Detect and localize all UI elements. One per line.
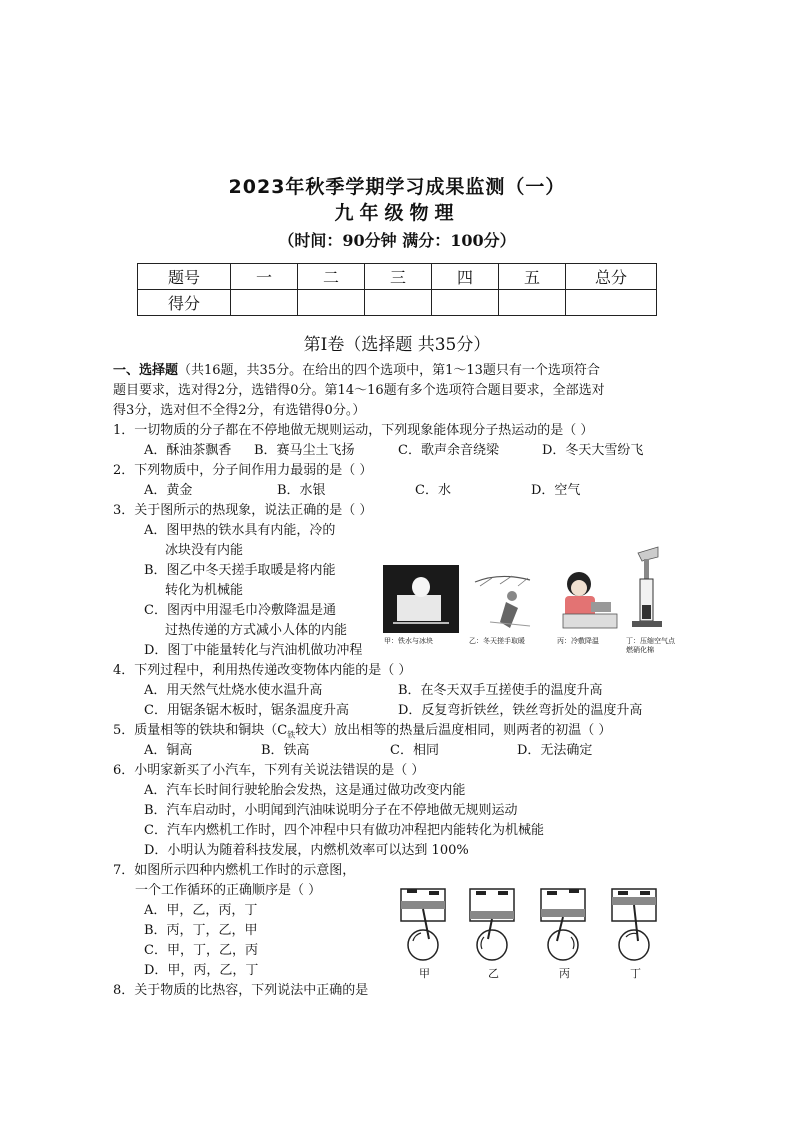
score-cell: 四 [432,264,499,290]
q6-option-a: A．汽车长时间行驶轮胎会发热，这是通过做功改变内能 [144,783,466,798]
engine-stroke-diagram-bing [537,885,589,963]
q7-option-c: C．甲，丁，乙，丙 [144,943,258,958]
score-input-cell [566,290,657,316]
q3-option-c-cont: 过热传递的方式减小人体的内能 [165,623,348,638]
q2-option-a: A．黄金 [144,483,193,498]
q5-option-b: B．铁高 [261,743,310,758]
score-cell: 总分 [566,264,657,290]
engine-caption-yi: 乙 [488,967,499,980]
q3-option-a: A．图甲热的铁水具有内能，冷的 [144,523,336,538]
q4-option-a: A．用天然气灶烧水使水温升高 [144,683,323,698]
subject-title: 九年级物理 [334,202,460,224]
score-cell: 题号 [138,264,231,290]
q7-option-d: D．甲，丙，乙，丁 [144,963,259,978]
score-input-cell [365,290,432,316]
score-cell: 二 [298,264,365,290]
q5-stem-pre: 5．质量相等的铁块和铜块（C [113,723,288,738]
q5-stem-subscript: 铁 [287,730,296,740]
score-input-cell [298,290,365,316]
engine-stroke-diagram-ding [608,885,660,963]
q1-stem: 1．一切物质的分子都在不停地做无规则运动，下列现象能体现分子热运动的是（ ） [113,423,594,438]
score-input-cell [432,290,499,316]
figure-caption-jia: 甲：铁水与冰块 [384,637,433,645]
engine-caption-jia: 甲 [419,967,430,980]
q3-option-a-cont: 冰块没有内能 [165,543,244,558]
exam-title: 2023年秋季学期学习成果监测（一） [228,176,566,198]
q5-stem-post: 较大）放出相等的热量后温度相同，则两者的初温（ ） [295,723,612,738]
score-table-score-row [138,290,657,316]
molten-iron-ice-photo [383,565,459,633]
intro-line-3: 得3分，选对但不全得2分，有选错得0分。） [113,403,366,418]
intro-text: （共16题，共35分。在给出的四个选项中，第1～13题只有一个选项符合 [178,363,600,378]
score-input-cell [499,290,566,316]
q7-option-b: B．丙，丁，乙，甲 [144,923,258,938]
q7-stem: 7．如图所示四种内燃机工作时的示意图， [113,863,356,878]
q7-option-a: A．甲，乙，丙，丁 [144,903,258,918]
q1-option-d: D．冬天大雪纷飞 [542,443,644,458]
exam-time-info: （时间：90分钟 满分：100分） [278,231,516,250]
figure-caption-bing: 丙：冷敷降温 [557,637,599,645]
air-compression-igniter-figure [624,545,670,635]
q1-option-a: A．酥油茶飘香 [144,443,232,458]
q4-option-c: C．用锯条锯木板时，锯条温度升高 [144,703,349,718]
score-table [137,263,657,316]
figure-caption-ding-cont: 燃硝化棉 [626,646,654,654]
score-input-cell [231,290,298,316]
intro-heading: 一、选择题 [113,363,179,378]
score-table-header-row [138,264,657,290]
intro-line-1 [113,361,600,381]
q3-option-d: D．图丁中能量转化与汽油机做功冲程 [144,643,363,658]
q3-option-c: C．图丙中用湿毛巾冷敷降温是通 [144,603,336,618]
q4-option-d: D．反复弯折铁丝，铁丝弯折处的温度升高 [398,703,643,718]
engine-stroke-diagram-yi [466,885,518,963]
q2-option-c: C．水 [415,483,451,498]
engine-stroke-diagram-jia [397,885,449,963]
figure-caption-yi: 乙：冬天搓手取暖 [469,637,525,645]
section-title: 第Ⅰ卷（选择题 共35分） [303,335,491,355]
q3-stem: 3．关于图所示的热现象，说法正确的是（ ） [113,503,373,518]
q4-option-b: B．在冬天双手互搓使手的温度升高 [398,683,603,698]
rubbing-hands-figure [470,572,542,632]
q2-stem: 2．下列物质中，分子间作用力最弱的是（ ） [113,463,373,478]
q3-option-b: B．图乙中冬天搓手取暖是将内能 [144,563,336,578]
q6-stem: 6．小明家新买了小汽车，下列有关说法错误的是（ ） [113,763,425,778]
engine-caption-bing: 丙 [559,967,570,980]
q1-option-c: C．歌声余音绕梁 [398,443,499,458]
q1-option-b: B．赛马尘土飞扬 [254,443,355,458]
q7-stem-cont: 一个工作循环的正确顺序是（ ） [135,883,322,898]
intro-line-2: 题目要求，选对得2分，选错得0分。第14～16题有多个选项符合题目要求，全部选对 [113,383,605,398]
cold-compress-figure [555,566,621,632]
q2-option-b: B．水银 [277,483,326,498]
score-cell: 一 [231,264,298,290]
q5-option-c: C．相同 [390,743,439,758]
q5-option-d: D．无法确定 [517,743,593,758]
score-cell: 得分 [138,290,231,316]
engine-caption-ding: 丁 [630,967,641,980]
q3-option-b-cont: 转化为机械能 [165,583,244,598]
q8-stem: 8．关于物质的比热容，下列说法中正确的是 [113,983,369,998]
q6-option-c: C．汽车内燃机工作时，四个冲程中只有做功冲程把内能转化为机械能 [144,823,544,838]
q4-stem: 4．下列过程中，利用热传递改变物体内能的是（ ） [113,663,412,678]
figure-caption-ding: 丁：压缩空气点 [626,637,675,645]
score-cell: 三 [365,264,432,290]
score-cell: 五 [499,264,566,290]
q6-option-d: D．小明认为随着科技发展，内燃机效率可以达到 100% [144,843,469,858]
q5-option-a: A．铜高 [144,743,193,758]
q6-option-b: B．汽车启动时，小明闻到汽油味说明分子在不停地做无规则运动 [144,803,518,818]
q2-option-d: D．空气 [531,483,581,498]
